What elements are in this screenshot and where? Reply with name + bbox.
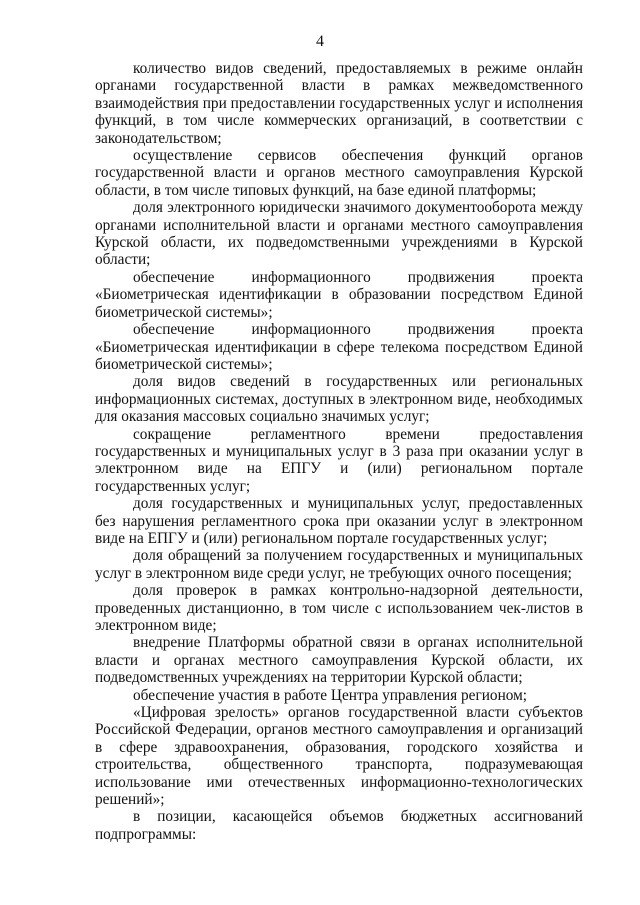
paragraph: осуществление сервисов обеспечения функций органов государственной власти и органов местного самоуправления Курской области, в том числе типовых функций, на базе единой платформы;	[95, 147, 583, 199]
page-number: 4	[316, 33, 324, 50]
paragraph: внедрение Платформы обратной связи в органах исполнительной власти и органах местного самоуправления Курской области, их подведомственных учреждениях на территории Курской области;	[95, 634, 583, 687]
paragraph: доля электронного юридически значимого документооборота между органами исполнительной власти и органами местного самоуправления Курской области, их подведомственными учреждениями в Курской области;	[95, 199, 583, 269]
paragraph: доля видов сведений в государственных или региональных информационных системах, доступных в электронном виде, необходимых для оказания массовых социально значимых услуг;	[95, 373, 583, 426]
paragraph: доля проверок в рамках контрольно-надзорной деятельности, проведенных дистанционно, в том числе с использованием чек-листов в электронном виде;	[95, 582, 583, 634]
document-body	[95, 60, 583, 843]
paragraph: обеспечение информационного продвижения проекта «Биометрическая идентификации в сфере телекома посредством Единой биометрической системы»;	[95, 321, 583, 373]
paragraph: обеспечение информационного продвижения проекта «Биометрическая идентификации в образовании посредством Единой биометрической системы»;	[95, 268, 583, 321]
paragraph: количество видов сведений, предоставляемых в режиме онлайн органами государственной власти в рамках межведомственного взаимодействия при предоставлении государственных услуг и исполнения функций, в том числе коммерческих организаций, в соответствии с законодательством;	[95, 60, 583, 147]
paragraph: обеспечение участия в работе Центра управления регионом;	[133, 686, 528, 704]
paragraph: в позиции, касающейся объемов бюджетных ассигнований подпрограммы:	[95, 808, 583, 843]
paragraph: «Цифровая зрелость» органов государственной власти субъектов Российской Федерации, органов местного самоуправления и организаций в сфере здравоохранения, образования, городского хозяйства и строительства, общественного транспорта, подразумевающая использование ими отечественных информационно-технологических решений»;	[95, 704, 583, 809]
paragraph: сокращение регламентного времени предоставления государственных и муниципальных услуг в 3 раза при оказании услуг в электронном виде на ЕПГУ и (или) региональном портале государственных услуг;	[95, 425, 583, 495]
paragraph: доля государственных и муниципальных услуг, предоставленных без нарушения регламентного срока при оказании услуг в электронном виде на ЕПГУ и (или) региональном портале государственных услуг;	[95, 495, 583, 547]
paragraph: доля обращений за получением государственных и муниципальных услуг в электронном виде среди услуг, не требующих очного посещения;	[95, 547, 583, 582]
